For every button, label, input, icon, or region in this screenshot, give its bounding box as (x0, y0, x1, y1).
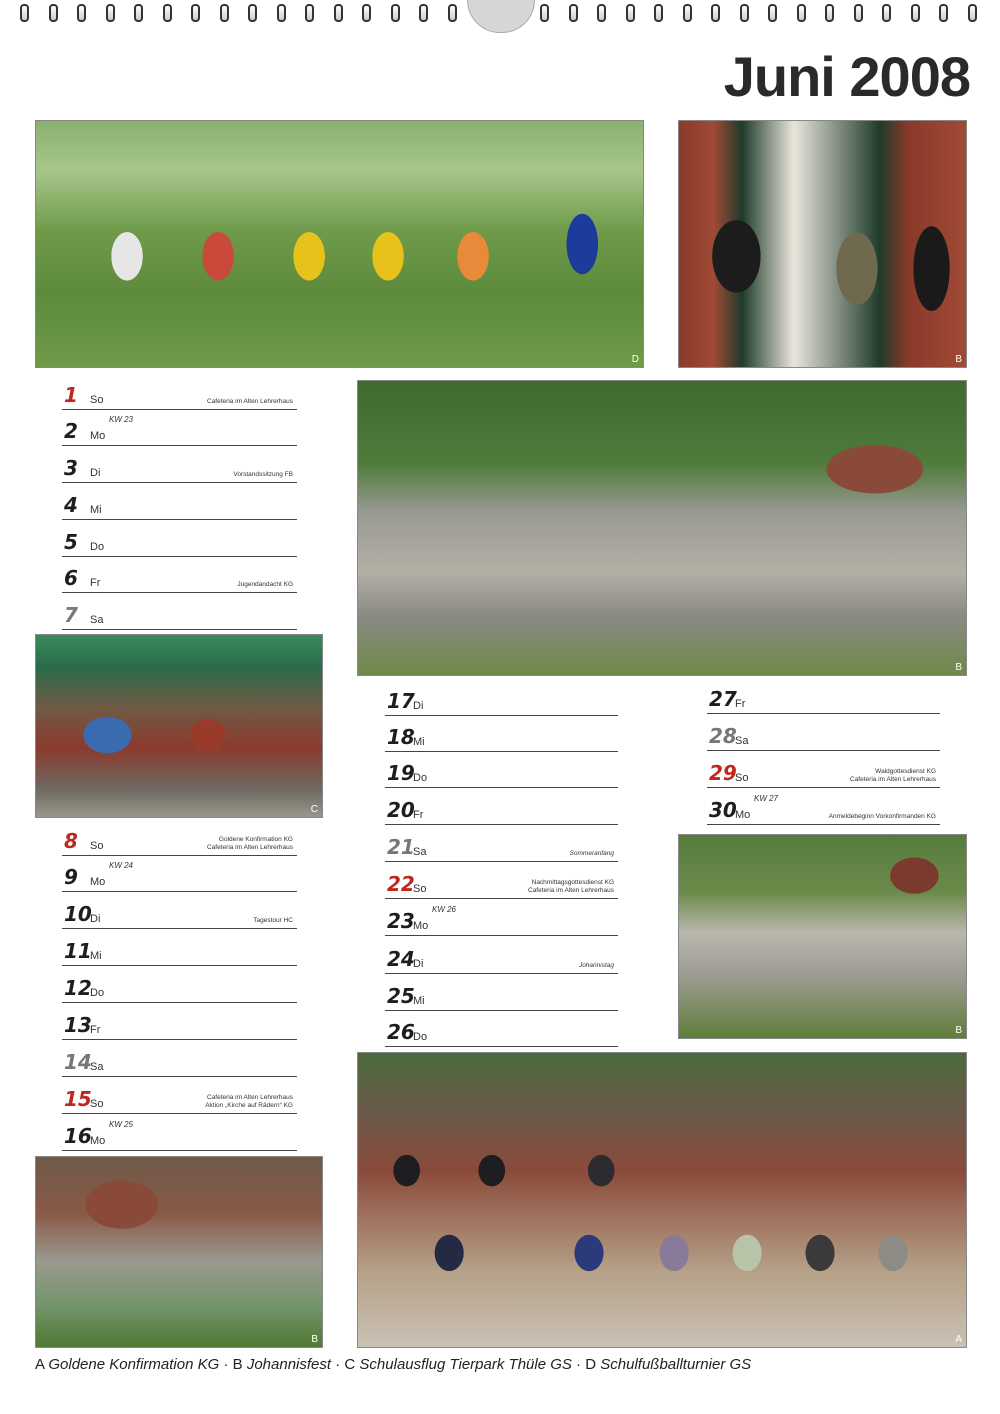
weekday-label: Sa (735, 735, 749, 747)
event-note (253, 917, 293, 925)
legend-text-b: Johannisfest (246, 1356, 332, 1373)
day-number: 10 (64, 902, 92, 926)
calendar-week-label: KW 26 (432, 905, 457, 914)
day-row (62, 380, 297, 410)
weekday-label: Do (90, 541, 105, 553)
event-note (850, 768, 936, 784)
spiral-ring (20, 4, 29, 22)
spiral-ring (569, 4, 578, 22)
weekday-label: Mi (413, 995, 425, 1007)
legend-key-b: B (232, 1356, 243, 1373)
spiral-ring (277, 4, 286, 22)
spiral-ring (391, 4, 400, 22)
event-line: Anmeldebeginn Vorkonfirmanden KG (828, 813, 936, 821)
spiral-ring (163, 4, 172, 22)
weekday-label: Mo (735, 809, 751, 821)
weekday-label: Mo (90, 876, 106, 888)
weekday-label: So (413, 883, 427, 895)
spiral-ring (654, 4, 663, 22)
calendar-week-label: KW 23 (109, 415, 134, 424)
spiral-ring (768, 4, 777, 22)
day-row (62, 416, 297, 446)
weekday-label: Do (90, 987, 105, 999)
day-row (385, 869, 618, 899)
weekday-label: Mi (90, 950, 102, 962)
photo-letter: B (955, 1025, 962, 1036)
weekday-label: So (735, 772, 749, 784)
spiral-ring (683, 4, 692, 22)
event-line: Johannistag (578, 962, 614, 970)
photo-letter: B (955, 354, 962, 365)
event-line: Goldene Konfirmation KG (218, 836, 293, 844)
weekday-label: Fr (90, 1024, 101, 1036)
day-row (62, 936, 297, 966)
day-number: 21 (387, 835, 415, 859)
day-row (385, 981, 618, 1011)
day-number: 16 (64, 1124, 92, 1148)
event-note (570, 850, 614, 858)
event-line: Cafeteria im Alten Lehrerhaus (207, 1094, 293, 1102)
legend-separator: · (571, 1356, 586, 1373)
event-line: Tagestour HC (253, 917, 293, 925)
day-row (385, 758, 618, 788)
spiral-ring (740, 4, 749, 22)
calendar-week-label: KW 25 (109, 1120, 134, 1129)
weekday-label: Fr (735, 698, 746, 710)
event-note (528, 879, 614, 895)
legend-key-a: A (35, 1356, 45, 1373)
calendar-hanger (467, 0, 535, 33)
photo-football-team (35, 120, 644, 368)
day-row (707, 721, 940, 751)
day-number: 5 (64, 530, 78, 554)
day-row (62, 563, 297, 593)
weekday-label: Do (413, 1031, 428, 1043)
spiral-ring (77, 4, 86, 22)
day-number: 28 (709, 724, 737, 748)
weekday-label: Di (413, 958, 424, 970)
spiral-ring (248, 4, 257, 22)
photo-letter: B (955, 662, 962, 673)
event-line: Cafeteria im Alten Lehrerhaus (207, 398, 293, 406)
photo-crowd-festival (357, 380, 967, 676)
event-note (207, 836, 293, 852)
spiral-ring (220, 4, 229, 22)
event-note (237, 581, 293, 589)
weekday-label: Sa (90, 1061, 104, 1073)
calendar-week-label: KW 27 (754, 794, 779, 803)
day-number: 25 (387, 984, 415, 1008)
legend-key-c: C (344, 1356, 356, 1373)
photo-choir-singing (678, 834, 967, 1039)
day-number: 14 (64, 1050, 92, 1074)
spiral-ring (882, 4, 891, 22)
weekday-label: Mo (90, 1135, 106, 1147)
photo-golden-confirmation-group (357, 1052, 967, 1348)
spiral-ring (911, 4, 920, 22)
legend-key-d: D (585, 1356, 597, 1373)
event-line: Vorstandssitzung FB (233, 471, 293, 479)
spiral-ring (939, 4, 948, 22)
day-row (62, 1010, 297, 1040)
weekday-label: So (90, 394, 104, 406)
day-number: 29 (709, 761, 737, 785)
event-line: Jugendandacht KG (237, 581, 293, 589)
weekday-label: Do (413, 772, 428, 784)
spiral-ring (334, 4, 343, 22)
spiral-ring (711, 4, 720, 22)
day-row (385, 944, 618, 974)
weekday-label: Di (90, 913, 101, 925)
day-number: 4 (64, 493, 78, 517)
photo-letter: C (310, 804, 318, 815)
photo-accordion-players (35, 1156, 323, 1348)
day-row (62, 1084, 297, 1114)
day-row (385, 1017, 618, 1047)
photo-park-train (35, 634, 323, 818)
event-note (579, 962, 614, 970)
event-note (233, 471, 293, 479)
weekday-label: Mo (90, 430, 106, 442)
day-row (385, 722, 618, 752)
spiral-ring (134, 4, 143, 22)
event-line: Aktion „Kirche auf Rädern“ KG (205, 1102, 293, 1110)
day-number: 1 (64, 383, 78, 407)
legend-text-d: Schulfußballturnier GS (600, 1356, 752, 1373)
photo-legend (35, 1356, 975, 1373)
spiral-ring (362, 4, 371, 22)
event-note (205, 1094, 293, 1110)
day-row (385, 795, 618, 825)
photo-letter: B (311, 1334, 318, 1345)
weekday-label: So (90, 1098, 104, 1110)
day-number: 3 (64, 456, 78, 480)
spiral-ring (419, 4, 428, 22)
day-row (62, 826, 297, 856)
spiral-ring (49, 4, 58, 22)
legend-separator: · (331, 1356, 345, 1373)
day-number: 18 (387, 725, 415, 749)
spiral-ring (968, 4, 977, 22)
spiral-ring (191, 4, 200, 22)
weekday-label: Sa (90, 614, 104, 626)
day-number: 11 (64, 939, 92, 963)
day-number: 6 (64, 566, 78, 590)
event-line: Waldgottesdienst KG (875, 768, 936, 776)
weekday-label: Di (413, 700, 424, 712)
weekday-label: Fr (90, 577, 101, 589)
day-row (385, 906, 618, 936)
weekday-label: Fr (413, 809, 424, 821)
day-row (62, 1047, 297, 1077)
weekday-label: Mi (90, 504, 102, 516)
photo-door-opening (678, 120, 967, 368)
spiral-ring (305, 4, 314, 22)
legend-text-c: Schulausflug Tierpark Thüle GS (359, 1356, 572, 1373)
weekday-label: Mo (413, 920, 429, 932)
weekday-label: So (90, 840, 104, 852)
day-row (707, 758, 940, 788)
weekday-label: Mi (413, 736, 425, 748)
spiral-ring (540, 4, 549, 22)
weekday-label: Di (90, 467, 101, 479)
day-number: 2 (64, 419, 78, 443)
day-number: 13 (64, 1013, 92, 1037)
day-row (62, 490, 297, 520)
day-row (62, 1121, 297, 1151)
day-number: 23 (387, 909, 415, 933)
event-line: Sommeranfang (569, 850, 614, 858)
day-row (385, 832, 618, 862)
calendar-week-label: KW 24 (109, 861, 134, 870)
weekday-label: Sa (413, 846, 427, 858)
spiral-ring (854, 4, 863, 22)
day-number: 12 (64, 976, 92, 1000)
day-row (707, 795, 940, 825)
day-number: 22 (387, 872, 415, 896)
day-row (62, 527, 297, 557)
event-line: Nachmittagsgottesdienst KG (531, 879, 614, 887)
day-number: 27 (709, 687, 737, 711)
spiral-ring (597, 4, 606, 22)
day-number: 24 (387, 947, 415, 971)
legend-text-a: Goldene Konfirmation KG (48, 1356, 220, 1373)
day-row (62, 899, 297, 929)
event-line: Cafeteria im Alten Lehrerhaus (850, 776, 936, 784)
photo-letter: A (955, 1334, 962, 1345)
legend-separator: · (219, 1356, 233, 1373)
event-note (829, 813, 936, 821)
spiral-ring (797, 4, 806, 22)
photo-letter: D (631, 354, 639, 365)
day-number: 17 (387, 689, 415, 713)
day-number: 19 (387, 761, 415, 785)
day-number: 9 (64, 865, 78, 889)
event-line: Cafeteria im Alten Lehrerhaus (207, 844, 293, 852)
day-row (62, 862, 297, 892)
day-row (385, 686, 618, 716)
spiral-ring (106, 4, 115, 22)
page-title: Juni 2008 (723, 45, 970, 108)
event-note (207, 398, 293, 406)
day-row (62, 973, 297, 1003)
day-row (707, 684, 940, 714)
spiral-ring (825, 4, 834, 22)
spiral-ring (626, 4, 635, 22)
day-number: 15 (64, 1087, 92, 1111)
day-number: 30 (709, 798, 737, 822)
event-line: Cafeteria im Alten Lehrerhaus (528, 887, 614, 895)
day-number: 26 (387, 1020, 415, 1044)
day-number: 7 (64, 603, 78, 627)
day-number: 20 (387, 798, 415, 822)
day-number: 8 (64, 829, 78, 853)
day-row (62, 600, 297, 630)
spiral-ring (448, 4, 457, 22)
day-row (62, 453, 297, 483)
